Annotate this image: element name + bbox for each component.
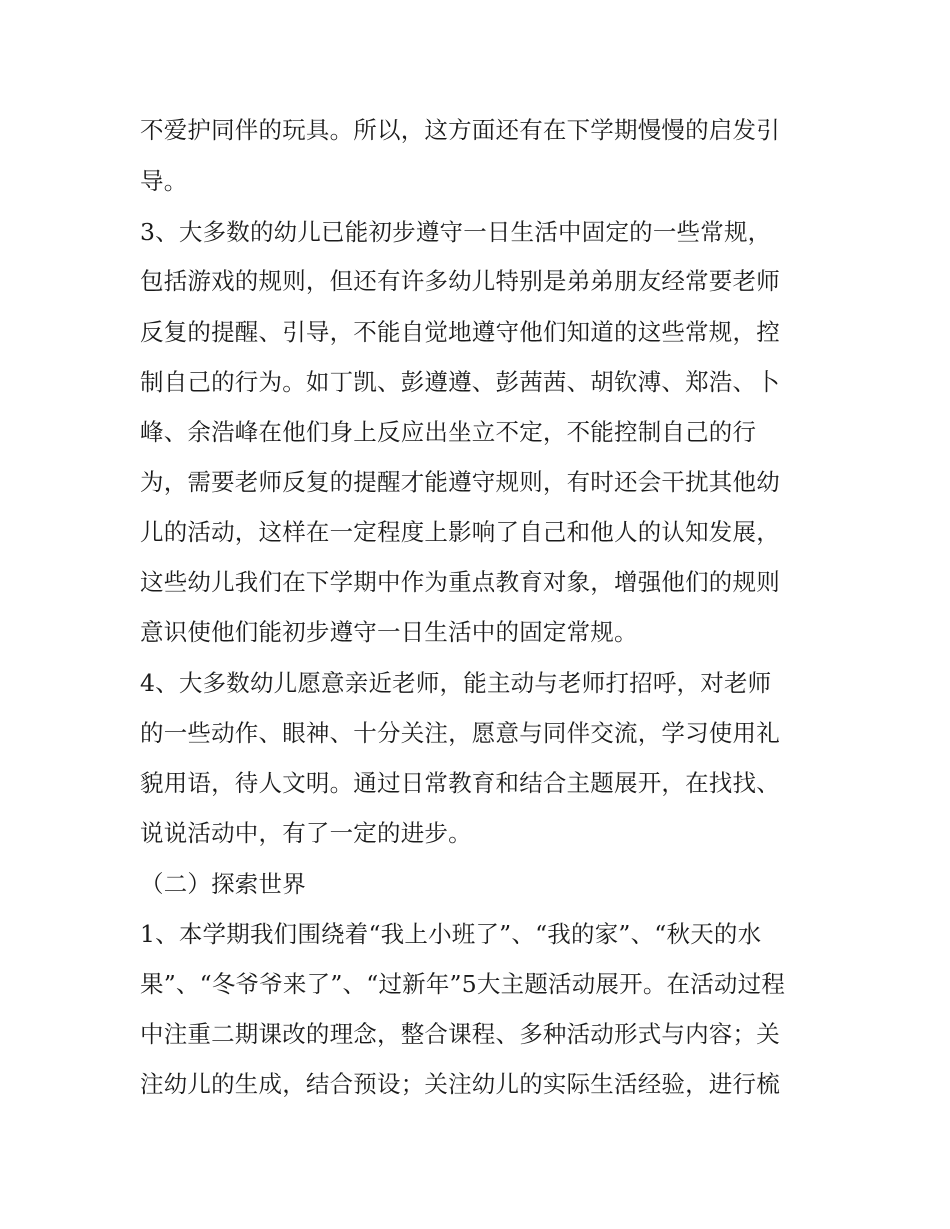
text-line-5: 反复的提醒、引导，不能自觉地遵守他们知道的这些常规，控 [140,318,780,346]
text-line-2: 导。 [140,167,188,195]
text-line-7: 峰、余浩峰在他们身上反应出坐立不定，不能控制自己的行 [140,418,757,446]
text-line-12: 4、大多数幼儿愿意亲近老师，能主动与老师打招呼，对老师 [140,669,772,697]
text-line-14: 貌用语，待人文明。通过日常教育和结合主题展开，在找找、 [140,769,780,797]
text-line-19: 中注重二期课改的理念，整合课程、多种活动形式与内容；关 [140,1020,780,1048]
text-line-1: 不爱护同伴的玩具。所以，这方面还有在下学期慢慢的启发引 [140,116,780,144]
text-line-10: 这些幼儿我们在下学期中作为重点教育对象，增强他们的规则 [140,568,780,596]
text-line-3: 3、大多数的幼儿已能初步遵守一日生活中固定的一些常规， [140,218,772,246]
text-line-20: 注幼儿的生成，结合预设；关注幼儿的实际生活经验，进行梳 [140,1070,780,1098]
text-line-18: 果”、“冬爷爷来了”、“过新年”5大主题活动展开。在活动过程 [140,970,786,998]
section-heading: （二）探索世界 [140,870,306,898]
text-line-11: 意识使他们能初步遵守一日生活中的固定常规。 [140,618,638,646]
text-line-9: 儿的活动，这样在一定程度上影响了自己和他人的认知发展， [140,518,780,546]
text-line-13: 的一些动作、眼神、十分关注，愿意与同伴交流，学习使用礼 [140,719,780,747]
text-line-15: 说说活动中，有了一定的进步。 [140,819,472,847]
text-line-8: 为，需要老师反复的提醒才能遵守规则，有时还会干扰其他幼 [140,468,780,496]
text-line-17: 1、本学期我们围绕着“我上小班了”、“我的家”、“秋天的水 [140,920,762,948]
text-line-4: 包括游戏的规则，但还有许多幼儿特别是弟弟朋友经常要老师 [140,267,780,295]
text-line-6: 制自己的行为。如丁凯、彭遵遵、彭茜茜、胡钦溥、郑浩、卜 [140,368,780,396]
